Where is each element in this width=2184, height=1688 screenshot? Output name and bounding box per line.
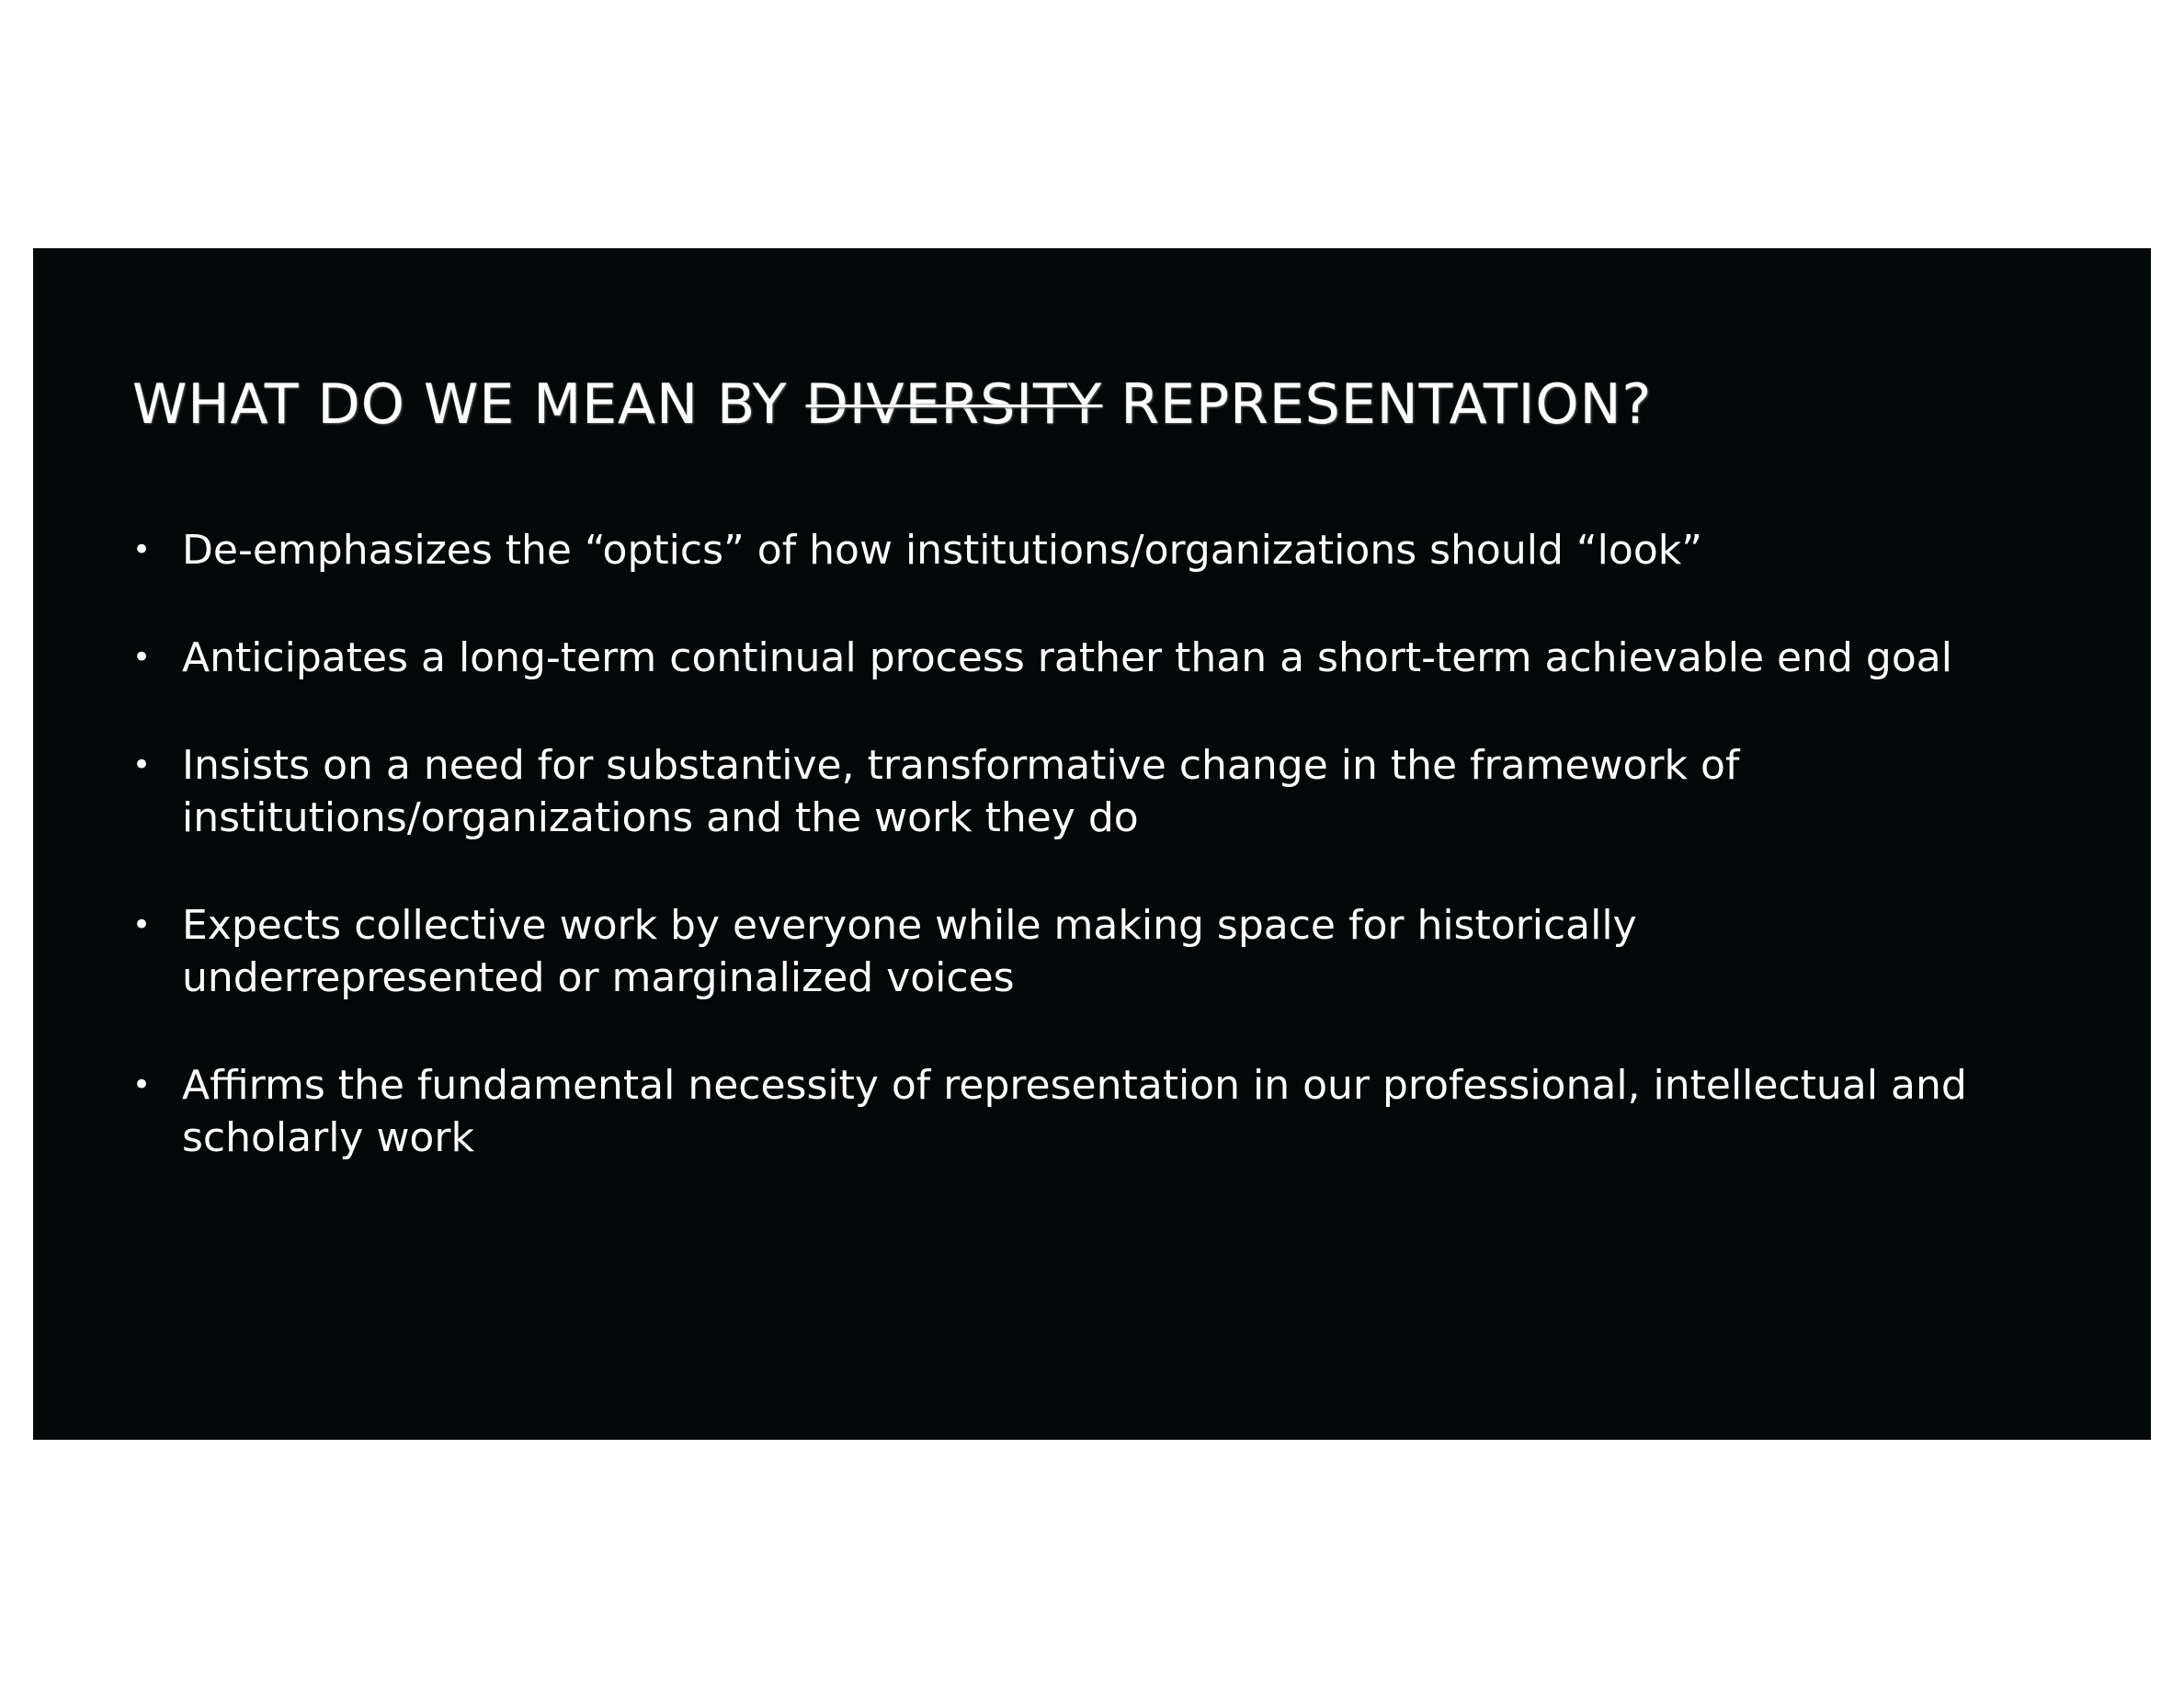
title-prefix: WHAT DO WE MEAN BY [132, 372, 806, 437]
list-item [132, 739, 1971, 844]
title-suffix: REPRESENTATION? [1102, 372, 1653, 437]
bullet-dot-icon: • [132, 1066, 152, 1103]
list-item [132, 524, 1971, 576]
slide [33, 248, 2151, 1440]
bullet-dot-icon: • [132, 531, 152, 568]
bullet-dot-icon: • [132, 639, 152, 676]
title-struck-word: DIVERSITY [805, 372, 1103, 437]
bullet-text: Expects collective work by everyone while making space for historically underrepresented or marginalized voices [182, 902, 1637, 1001]
list-item [132, 632, 1971, 684]
bullet-dot-icon: • [132, 747, 152, 783]
list-item [132, 899, 1971, 1004]
bullet-list [132, 524, 1971, 1219]
bullet-text: Anticipates a long-term continual process rather than a short-term achievable end goal [182, 634, 1952, 681]
bullet-text: Affirms the fundamental necessity of representation in our professional, intellectual and scholarly work [182, 1062, 1967, 1161]
bullet-text: Insists on a need for substantive, transformative change in the framework of institutions/organizations and the work they do [182, 742, 1740, 841]
bullet-text: De-emphasizes the “optics” of how institutions/organizations should “look” [182, 527, 1703, 574]
bullet-dot-icon: • [132, 907, 152, 943]
list-item [132, 1059, 1971, 1164]
slide-title [132, 372, 1653, 437]
